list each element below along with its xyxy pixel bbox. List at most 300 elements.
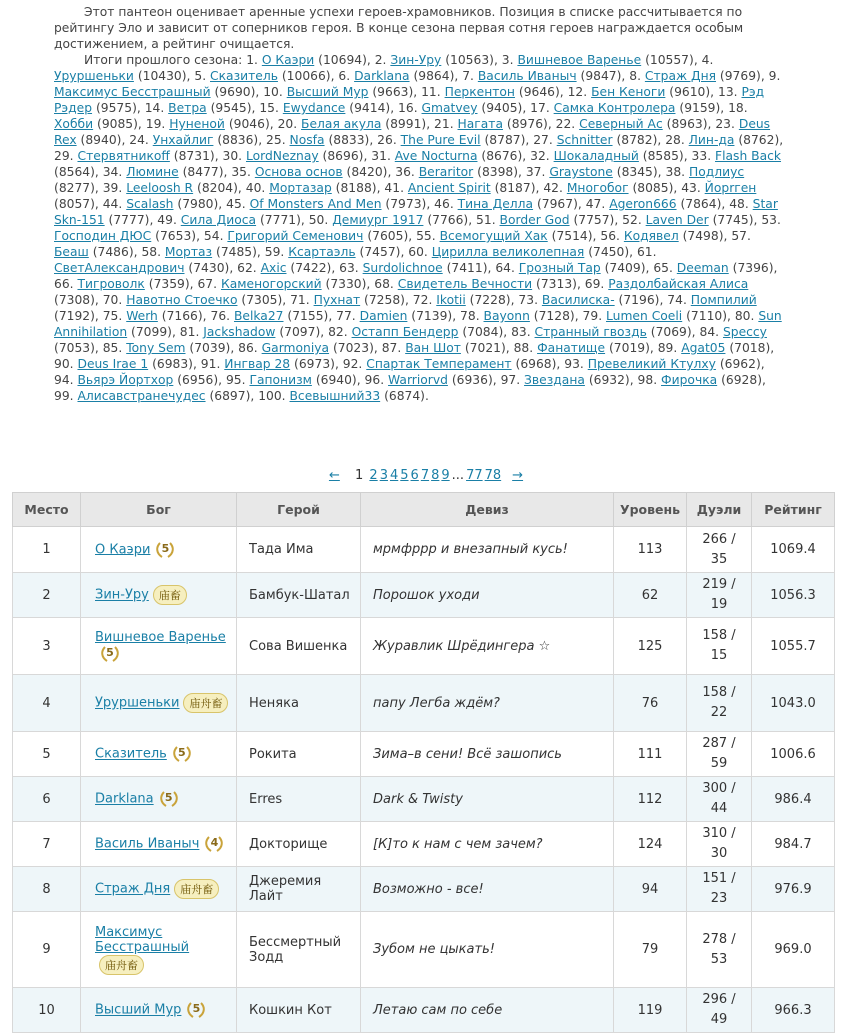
result-place: 82: [328, 325, 344, 339]
page-link[interactable]: 6: [410, 468, 419, 483]
result-score: 8991: [390, 117, 422, 131]
cell-level: 111: [614, 732, 687, 777]
result-god-link[interactable]: Garmoniya: [261, 341, 330, 355]
cell-god: [81, 732, 237, 777]
result-score: 7099: [135, 325, 168, 339]
cell-motto: Порошок уходи: [361, 573, 614, 618]
cell-motto: Журавлик Шрёдингера ☆: [361, 618, 614, 675]
result-god-link[interactable]: Шокаладный: [553, 149, 639, 163]
result-place: 75: [102, 309, 119, 323]
header-rating[interactable]: Рейтинг: [752, 493, 835, 527]
result-place: 55: [416, 229, 432, 243]
cell-level: 76: [614, 675, 687, 732]
god-link[interactable]: Уруршеньки: [95, 695, 180, 711]
result-score: 7023: [337, 341, 370, 355]
duel-wins: 151: [702, 871, 728, 886]
result-score: 8676: [486, 149, 518, 163]
result-god-link[interactable]: Scalash: [126, 197, 174, 211]
result-place: 13: [718, 85, 734, 99]
result-score: 7097: [284, 325, 316, 339]
result-god-link[interactable]: Пухнат: [313, 293, 361, 307]
page-link[interactable]: 3: [379, 468, 388, 483]
header-place[interactable]: Место: [13, 493, 81, 527]
god-link[interactable]: О Каэри: [95, 542, 151, 557]
result-score: 7110: [690, 309, 723, 323]
result-place: 28: [665, 133, 681, 147]
result-god-link[interactable]: Deeman: [676, 261, 729, 275]
result-god-link[interactable]: Ave Nocturna: [394, 149, 478, 163]
result-god-link[interactable]: Всемогущий Хак: [439, 229, 548, 243]
result-score: 8477: [187, 165, 219, 179]
temple-badge: 庙舟畜: [99, 955, 144, 975]
result-god-link[interactable]: Белая акула: [301, 117, 382, 131]
result-score: 6897: [214, 389, 246, 403]
result-god-link[interactable]: Самка Контролера: [553, 101, 676, 115]
result-score: 9046: [233, 117, 265, 131]
result-god-link[interactable]: Мортаз: [164, 245, 213, 259]
header-level[interactable]: Уровень: [614, 493, 687, 527]
result-place: 88: [513, 341, 530, 355]
result-god-link[interactable]: Подлиус: [688, 165, 745, 179]
result-god-link[interactable]: Алисавстранечудес: [77, 389, 206, 403]
result-god-link[interactable]: Speccy: [722, 325, 767, 339]
result-god-link[interactable]: Вишневое Варенье: [517, 53, 642, 67]
cell-rating: 1069.4: [752, 527, 835, 573]
result-god-link[interactable]: О Каэри: [261, 53, 315, 67]
result-god-link[interactable]: Ван Шот: [405, 341, 461, 355]
result-god-link[interactable]: Ветра: [168, 101, 207, 115]
result-god-link[interactable]: Люмине: [126, 165, 179, 179]
god-link[interactable]: Сказитель: [95, 746, 167, 762]
duel-wins: 266: [702, 531, 728, 547]
page-link[interactable]: 7: [420, 468, 430, 483]
table-row: [13, 822, 835, 867]
table-row: [13, 618, 835, 675]
result-place: 44: [102, 197, 119, 211]
page-ellipsis: ...: [451, 468, 465, 483]
cell-duels: 310 / 30: [687, 822, 752, 867]
next-page-link[interactable]: →: [512, 468, 524, 483]
result-score: 8787: [489, 133, 521, 147]
duel-losses: 35: [710, 551, 728, 567]
result-god-link[interactable]: The Pure Evil: [400, 133, 481, 147]
result-god-link[interactable]: Помпилий: [690, 293, 757, 307]
result-place: 41: [384, 181, 401, 195]
result-score: 7450: [593, 245, 625, 259]
result-god-link[interactable]: Belka27: [233, 309, 284, 323]
result-god-link[interactable]: Северный Ас: [579, 117, 663, 131]
result-god-link[interactable]: Ингвар 28: [224, 357, 291, 371]
header-god[interactable]: Бог: [81, 493, 237, 527]
page-link[interactable]: 4: [389, 468, 399, 483]
result-god-link[interactable]: Хобби: [54, 117, 94, 131]
result-place: 94: [54, 373, 70, 387]
result-score: 8782: [621, 133, 653, 147]
result-god-link[interactable]: Сказитель: [210, 69, 278, 83]
result-score: 8057: [58, 197, 91, 211]
result-place: 61: [636, 245, 653, 259]
laurel-level: 4: [210, 836, 219, 849]
header-hero[interactable]: Герой: [237, 493, 361, 527]
cell-place: 9: [13, 912, 81, 988]
result-god-link[interactable]: Star Skn-151: [54, 197, 778, 227]
result-place: 26: [377, 133, 393, 147]
result-score: 7128: [538, 309, 570, 323]
cell-god: [81, 822, 237, 867]
result-god-link[interactable]: Ксартаэль: [288, 245, 356, 259]
result-score: 10563: [450, 53, 490, 67]
duel-losses: 49: [710, 1012, 728, 1027]
cell-motto: Возможно - все!: [361, 867, 614, 912]
header-motto[interactable]: Девиз: [361, 493, 614, 527]
result-place: 40: [245, 181, 262, 195]
result-god-link[interactable]: Василь Иваныч: [477, 69, 577, 83]
result-god-link[interactable]: Фанатище: [537, 341, 606, 355]
result-god-link[interactable]: Гапонизм: [249, 373, 312, 387]
result-god-link[interactable]: Лин-да: [688, 133, 735, 147]
result-place: 58: [141, 245, 158, 259]
result-score: 8564: [58, 165, 91, 179]
result-score: 9545: [215, 101, 247, 115]
result-score: 7021: [469, 341, 501, 355]
result-god-link[interactable]: Surdolichnoe: [362, 261, 443, 275]
result-god-link[interactable]: Beraritor: [418, 165, 474, 179]
result-place: 76: [210, 309, 227, 323]
result-god-link[interactable]: Axic: [260, 261, 287, 275]
result-place: 77: [336, 309, 352, 323]
result-score: 8585: [647, 149, 679, 163]
result-god-link[interactable]: Lumen Coeli: [606, 309, 683, 323]
result-place: 22: [555, 117, 572, 131]
result-place: 66: [54, 277, 70, 291]
result-place: 5: [194, 69, 203, 83]
result-god-link[interactable]: Господин ДЮС: [54, 229, 152, 243]
ranking-table: [12, 492, 835, 1033]
temple-badge: 庙舟畜: [183, 693, 228, 713]
result-god-link[interactable]: Сила Диоса: [180, 213, 257, 227]
result-god-link[interactable]: Schnitter: [556, 133, 613, 147]
result-god-link[interactable]: Зин-Уру: [390, 53, 442, 67]
result-god-link[interactable]: Ikotii: [436, 293, 466, 307]
result-place: 23: [715, 117, 732, 131]
cell-god: [81, 675, 237, 732]
result-score: 8696: [327, 149, 359, 163]
result-score: 8963: [671, 117, 703, 131]
result-score: 7514: [556, 229, 588, 243]
result-score: 6956: [182, 373, 214, 387]
cell-place: 5: [13, 732, 81, 777]
result-god-link[interactable]: Laven Der: [645, 213, 709, 227]
result-score: 6973: [298, 357, 331, 371]
result-place: 4: [701, 53, 710, 67]
result-score: 6928: [725, 373, 758, 387]
result-score: 7018: [734, 341, 766, 355]
result-score: 8976: [511, 117, 544, 131]
laurel-level: 5: [164, 791, 173, 804]
result-god-link[interactable]: Agat05: [681, 341, 726, 355]
result-score: 9663: [377, 85, 409, 99]
result-god-link[interactable]: Максимус Бесстрашный: [54, 85, 211, 99]
result-god-link[interactable]: Демиург 1917: [332, 213, 424, 227]
result-god-link[interactable]: Тина Делла: [457, 197, 534, 211]
laurel-level: 5: [192, 1002, 201, 1015]
page-link[interactable]: 9: [441, 468, 450, 483]
result-score: 7653: [159, 229, 192, 243]
result-score: 9646: [523, 85, 555, 99]
result-god-link[interactable]: Многобог: [566, 181, 629, 195]
result-god-link[interactable]: Jackshadow: [203, 325, 276, 339]
result-god-link[interactable]: Flash Back: [715, 149, 782, 163]
result-score: 7973: [390, 197, 422, 211]
result-score: 7777: [113, 213, 145, 227]
result-score: 10066: [286, 69, 326, 83]
cell-level: 79: [614, 912, 687, 988]
result-god-link[interactable]: Стервятникoff: [77, 149, 170, 163]
cell-duels: 296 / 49: [687, 988, 752, 1033]
result-god-link[interactable]: Перкентон: [444, 85, 515, 99]
result-god-link[interactable]: Gmatvey: [421, 101, 478, 115]
result-god-link[interactable]: Sun Annihilation: [54, 309, 782, 339]
cell-duels: 300 / 44: [687, 777, 752, 822]
result-god-link[interactable]: Страж Дня: [644, 69, 717, 83]
table-header: [13, 493, 835, 527]
god-link[interactable]: Вишневое Варенье: [95, 629, 226, 645]
table-row: [13, 675, 835, 732]
result-score: 7069: [655, 325, 687, 339]
result-place: 7: [462, 69, 471, 83]
result-score: 7330: [330, 277, 362, 291]
result-god-link[interactable]: Каменогорский: [220, 277, 322, 291]
cell-motto: [К]то к нам с чем зачем?: [361, 822, 614, 867]
cell-hero: Бессмертный Зодд: [237, 912, 361, 988]
page-link[interactable]: 77: [466, 468, 483, 483]
result-score: 9575: [100, 101, 133, 115]
result-god-link[interactable]: Ewydance: [282, 101, 346, 115]
result-god-link[interactable]: Фирочка: [661, 373, 718, 387]
result-god-link[interactable]: Бен Кеноги: [591, 85, 666, 99]
result-god-link[interactable]: Свидетель Вечности: [397, 277, 533, 291]
table-row: [13, 867, 835, 912]
pantheon-intro: [54, 4, 784, 404]
result-place: 18: [728, 101, 744, 115]
duel-losses: 53: [710, 951, 728, 967]
laurel-level: 5: [161, 541, 170, 555]
cell-place: 8: [13, 867, 81, 912]
result-score: 6940: [320, 373, 352, 387]
result-god-link[interactable]: Унхайлиг: [152, 133, 214, 147]
result-score: 7192: [58, 309, 91, 323]
result-place: 45: [226, 197, 242, 211]
cell-rating: 969.0: [752, 912, 835, 988]
result-place: 32: [530, 149, 546, 163]
result-score: 7409: [609, 261, 641, 275]
header-duels[interactable]: Дуэли: [687, 493, 752, 527]
page-link[interactable]: 8: [431, 468, 440, 483]
result-place: 30: [222, 149, 239, 163]
result-score: 7039: [194, 341, 226, 355]
result-god-link[interactable]: Раздолбайская Алиса: [608, 277, 749, 291]
result-score: 7308: [58, 293, 91, 307]
result-god-link[interactable]: Graystone: [549, 165, 613, 179]
result-score: 7485: [220, 245, 253, 259]
result-score: 7196: [623, 293, 655, 307]
result-score: 7084: [467, 325, 499, 339]
result-god-link[interactable]: LordNeznay: [246, 149, 319, 163]
duel-losses: 22: [710, 705, 728, 720]
result-god-link[interactable]: Кодявел: [623, 229, 679, 243]
result-score: 8277: [58, 181, 91, 195]
result-place: 16: [398, 101, 414, 115]
result-god-link[interactable]: Deus Rex: [54, 117, 771, 147]
result-score: 6968: [520, 357, 552, 371]
page-link[interactable]: 78: [484, 468, 502, 483]
result-god-link[interactable]: Darklana: [354, 69, 410, 83]
result-score: 7980: [182, 197, 214, 211]
result-god-link[interactable]: Навотно Стоечко: [126, 293, 238, 307]
result-score: 7396: [737, 261, 769, 275]
god-link[interactable]: Зин-Уру: [95, 587, 149, 603]
cell-level: 124: [614, 822, 687, 867]
result-place: 47: [585, 197, 602, 211]
result-god-link[interactable]: Тигроволк: [77, 277, 145, 291]
cell-duels: 158 / 15: [687, 618, 752, 675]
result-place: 27: [533, 133, 549, 147]
result-god-link[interactable]: Всевышний33: [289, 389, 381, 403]
result-score: 7258: [368, 293, 401, 307]
result-score: 7019: [613, 341, 646, 355]
result-god-link[interactable]: Нуненой: [169, 117, 225, 131]
cell-hero: Сова Вишенка: [237, 618, 361, 675]
god-link[interactable]: Василь Иваныч: [95, 836, 200, 852]
table-row: [13, 527, 835, 573]
cell-motto: папу Легба ждём?: [361, 675, 614, 732]
result-place: 24: [129, 133, 145, 147]
result-place: 92: [342, 357, 359, 371]
result-god-link[interactable]: Спартак Темперамент: [366, 357, 512, 371]
result-score: 10694: [322, 53, 363, 67]
result-god-link[interactable]: Вьярэ Йортхор: [77, 373, 174, 387]
result-god-link[interactable]: Рэд Рэдер: [54, 85, 765, 115]
god-link[interactable]: Высший Мур: [95, 1002, 182, 1018]
laurel-icon: [185, 1001, 207, 1019]
pagination: [0, 468, 852, 483]
result-god-link[interactable]: Превеликий Ктулху: [587, 357, 716, 371]
result-place: 11: [421, 85, 437, 99]
result-score: 8940: [85, 133, 117, 147]
god-link[interactable]: Darklana: [95, 791, 154, 807]
result-god-link[interactable]: Ancient Spirit: [407, 181, 491, 195]
result-place: 70: [102, 293, 119, 307]
result-place: 62: [237, 261, 253, 275]
result-score: 7430: [193, 261, 225, 275]
cell-rating: 966.3: [752, 988, 835, 1033]
result-score: 9690: [219, 85, 251, 99]
result-god-link[interactable]: Григорий Семенович: [227, 229, 364, 243]
result-god-link[interactable]: Bayonn: [483, 309, 530, 323]
result-god-link[interactable]: СветАлександрович: [54, 261, 185, 275]
result-god-link[interactable]: Werh: [126, 309, 158, 323]
result-god-link[interactable]: Deus Irae 1: [77, 357, 149, 371]
god-link[interactable]: Страж Дня: [95, 881, 171, 897]
result-place: 65: [653, 261, 669, 275]
laurel-level: 5: [106, 645, 114, 659]
result-score: 6874: [388, 389, 421, 403]
prev-page-link[interactable]: ←: [328, 468, 340, 483]
result-score: 6936: [456, 373, 488, 387]
result-god-link[interactable]: Василиска-: [541, 293, 615, 307]
cell-duels: 219 / 19: [687, 573, 752, 618]
result-score: 9610: [674, 85, 706, 99]
result-god-link[interactable]: Высший Мур: [286, 85, 369, 99]
result-god-link[interactable]: Грозный Тар: [518, 261, 601, 275]
result-god-link[interactable]: Остапп Бендерр: [351, 325, 459, 339]
result-place: 93: [564, 357, 580, 371]
result-place: 87: [381, 341, 398, 355]
result-god-link[interactable]: Цирилла великолепная: [431, 245, 585, 259]
result-score: 8204: [201, 181, 234, 195]
result-place: 95: [225, 373, 242, 387]
cell-hero: Джеремия Лайт: [237, 867, 361, 912]
result-god-link[interactable]: Звездана: [524, 373, 585, 387]
result-place: 89: [657, 341, 674, 355]
cell-rating: 976.9: [752, 867, 835, 912]
season-results: Итоги прошлого сезона: 1. О Каэри (10694), 2. Зин-Уру (10563), 3. Вишневое Варенье (10557), 4. Уруршеньки (10430), 5. Сказитель (10066), 6. Darklana (9864), 7. Василь Иваныч (9847), 8. Страж Дня (9769), 9. Максимус Бесстрашный (9690), 10. Высший Мур (9663), 11. Перкентон (9646), 12. Бен Кеноги (9610), 13. Рэд Рэдер (9575), 14. Ветра (9545), 15. Ewydance (9414), 16. Gmatvey (9405), 17. Самка Контролера (9159), 18. Хобби (9085), 19. Нуненой (9046), 20. Белая акула (8991), 21. Нагата (8976), 22. Северный Ас (8963), 23. Deus Rex (8940), 24. Унхайлиг (8836), 25. Nosfa (8833), 26. The Pure Evil (8787), 27. Schnitter (8782), 28. Лин-да (8762), 29. Стервятникoff (8731), 30. LordNeznay (8696), 31. Ave Nocturna (8676), 32. Шокаладный (8585), 33. Flash Back (8564), 34. Люмине (8477), 35. Основа основ (8420), 36. Beraritor (8398), 37. Graystone (8345), 38. Подлиус (8277), 39. Leeloosh R (8204), 40. Мортазар (8188), 41. Ancient Spirit (8187), 42. Многобог (8085), 43. Йорrген (8057), 44. Scalash (7980), 45. Of Monsters And Men (7973), 46. Тина Делла (7967), 47. Ageron666 (7864), 48. Star Skn-151 (7777), 49. Сила Диоса (7771), 50. Демиург 1917 (7766), 51. Border God (7757), 52. Laven Der (7745), 53. Господин ДЮС (7653), 54. Григорий Семенович (7605), 55. Всемогущий Хак (7514), 56. Кодявел (7498), 57. Беаш (7486), 58. Мортаз (7485), 59. Ксартаэль (7457), 60. Цирилла великолепная (7450), 61. СветАлександрович (7430), 62. Axic (7422), 63. Surdolichnoe (7411), 64. Грозный Тар (7409), 65. Deeman (7396), 66. Тигроволк (7359), 67. Каменогорский (7330), 68. Свидетель Вечности (7313), 69. Раздолбайская Алиса (7308), 70. Навотно Стоечко (7305), 71. Пухнат (7258), 72. Ikotii (7228), 73. Василиска- (7196), 74. Помпилий (7192), 75. Werh (7166), 76. Belka27 (7155), 77. Damien (7139), 78. Bayonn (7128), 79. Lumen Coeli (7110), 80. Sun Annihilation (7099), 81. Jackshadow (7097), 82. Остапп Бендерр (7084), 83. Странный гвоздь (7069), 84. Speccy (7053), 85. Tony Sem (7039), 86. Garmoniya (7023), 87. Ван Шот (7021), 88. Фанатище (7019), 89. Agat05 (7018), 90. Deus Irae 1 (6983), 91. Ингвар 28 (6973), 92. Спартак Темперамент (6968), 93. Превеликий Ктулху (6962), 94. Вьярэ Йортхор (6956), 95. Гапонизм (6940), 96. Warriorvd (6936), 97. Звездана (6932), 98. Фирочка (6928), 99. Алисавстранечудес (6897), 100. Всевышний33 (6874).: [54, 53, 784, 403]
laurel-icon: [99, 645, 121, 663]
result-place: 43: [681, 181, 697, 195]
result-god-link[interactable]: Tony Sem: [126, 341, 186, 355]
result-god-link[interactable]: Нагата: [457, 117, 503, 131]
result-god-link[interactable]: Leeloosh R: [126, 181, 194, 195]
god-link[interactable]: Максимус Бесстрашный: [95, 924, 190, 955]
result-god-link[interactable]: Мортазар: [269, 181, 332, 195]
cell-motto: Dark & Twisty: [361, 777, 614, 822]
cell-duels: 158 / 22: [687, 675, 752, 732]
duel-wins: 219: [702, 577, 728, 592]
result-god-link[interactable]: Йорrген: [704, 181, 757, 195]
result-place: 60: [408, 245, 424, 259]
result-score: 10430: [142, 69, 182, 83]
result-place: 86: [238, 341, 254, 355]
result-place: 17: [530, 101, 546, 115]
result-score: 8345: [621, 165, 653, 179]
result-score: 7757: [578, 213, 610, 227]
duel-wins: 296: [702, 992, 728, 1007]
result-god-link[interactable]: Беаш: [54, 245, 89, 259]
laurel-level: 5: [177, 746, 186, 759]
result-god-link[interactable]: Warriorvd: [388, 373, 448, 387]
result-score: 9769: [724, 69, 757, 83]
result-god-link[interactable]: Nosfa: [289, 133, 325, 147]
result-god-link[interactable]: Ageron666: [609, 197, 677, 211]
result-god-link[interactable]: Border God: [499, 213, 570, 227]
cell-level: 112: [614, 777, 687, 822]
page-link[interactable]: 5: [400, 468, 409, 483]
cell-god: [81, 573, 237, 618]
result-god-link[interactable]: Странный гвоздь: [534, 325, 647, 339]
result-place: 59: [264, 245, 281, 259]
result-god-link[interactable]: Of Monsters And Men: [249, 197, 382, 211]
result-god-link[interactable]: Damien: [359, 309, 408, 323]
result-place: 71: [290, 293, 306, 307]
result-god-link[interactable]: Уруршеньки: [54, 69, 134, 83]
page-link[interactable]: 2: [369, 468, 378, 483]
result-score: 7305: [246, 293, 278, 307]
result-score: 8187: [499, 181, 531, 195]
cell-duels: 266 / 35: [687, 527, 752, 573]
cell-god: [81, 527, 237, 573]
result-place: 97: [500, 373, 517, 387]
result-god-link[interactable]: Основа основ: [254, 165, 343, 179]
